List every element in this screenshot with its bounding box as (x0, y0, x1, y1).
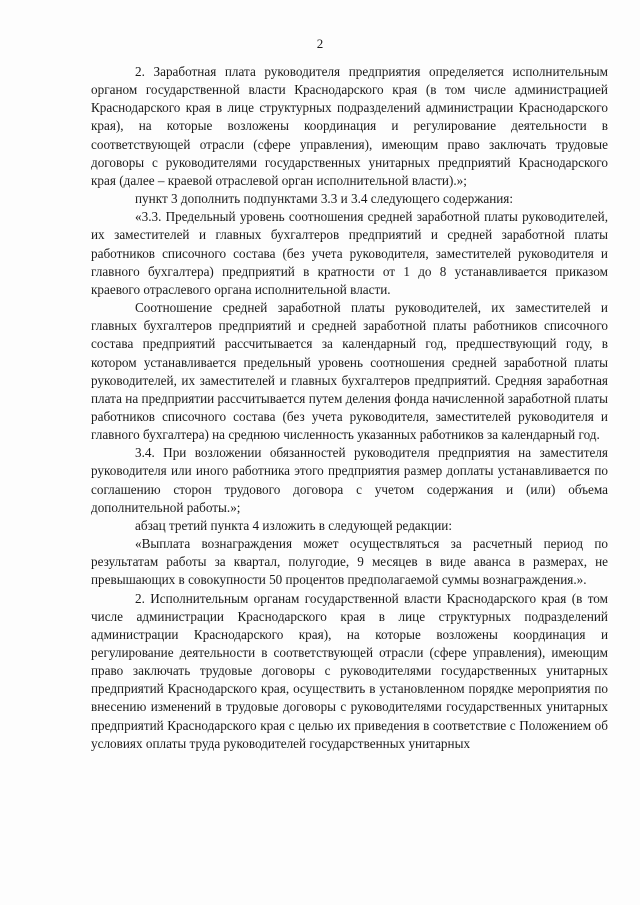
page-number: 2 (316, 36, 324, 51)
paragraph-salary-definition: 2. Заработная плата руководителя предприятия определяется исполнительным органом государственной власти Краснодарского края (в том числе администрацией Краснодарского края в лице структурных подразделений администрации Краснодарского края), на которые возложены координация и регулирование деятельности в соответствующей отрасли (сфере управления), имеющим право заключать трудовые договоры с руководителями государственных унитарных предприятий Краснодарского края (далее – краевой отраслевой орган исполнительной власти).»; (91, 64, 608, 188)
paragraph-salary-ratio: Соотношение средней заработной платы руководителей, их заместителей и главных бухгалтеров предприятий и средней заработной платы работников списочного состава предприятий рассчитывается за календарный год, предшествующий году, в котором устанавливается предельный уровень соотношения средней заработной платы руководителей, их заместителей и главных бухгалтеров предприятий. Средняя заработная плата на предприятии рассчитывается путем деления фонда начисленной заработной платы работников списочного состава (без учета руководителя, заместителей руководителя и главного бухгалтера) на среднюю численность указанных работников за календарный год. (91, 300, 608, 443)
paragraph-point-4-amendment: абзац третий пункта 4 изложить в следующей редакции: (135, 517, 453, 533)
paragraph-item-2: 2. Исполнительным органам государственной власти Краснодарского края (в том числе администрации Краснодарского края в лице структурных подразделений администрации Краснодарского края), на которые возложены координация и регулирование деятельности в соответствующей отрасли (сфере управления), имеющим право заключать трудовые договоры с руководителями государственных унитарных предприятий Краснодарского края, осуществить в установленном порядке мероприятия по внесению изменений в трудовые договоры с руководителями государственных унитарных предприятий Краснодарского края с целью их приведения в соответствие с Положением об условиях оплаты труда руководителей государственных унитарных (91, 590, 608, 751)
paragraph-3-4: 3.4. При возложении обязанностей руководителя предприятия на заместителя руководителя или иного работника этого предприятия размер доплаты устанавливается по соглашению сторон трудового договора с учетом содержания и (или) объема дополнительной работы.»; (91, 445, 608, 515)
paragraph-3-3: «3.3. Предельный уровень соотношения средней заработной платы руководителей, их заместителей и главных бухгалтеров предприятий и средней заработной платы работников списочного состава (без учета руководителя, заместителей руководителя и главного бухгалтера) предприятий в кратности от 1 до 8 устанавливается приказом краевого отраслевого органа исполнительной власти. (91, 209, 608, 297)
paragraph-point-3-amendment: пункт 3 дополнить подпунктами 3.3 и 3.4 следующего содержания: (135, 191, 514, 207)
document-body (91, 63, 608, 753)
paragraph-remuneration: «Выплата вознаграждения может осуществляться за расчетный период по результатам работы за квартал, полугодие, 9 месяцев в виде аванса в размерах, не превышающих в совокупности 50 процентов предполагаемой суммы вознаграждения.». (91, 536, 608, 588)
